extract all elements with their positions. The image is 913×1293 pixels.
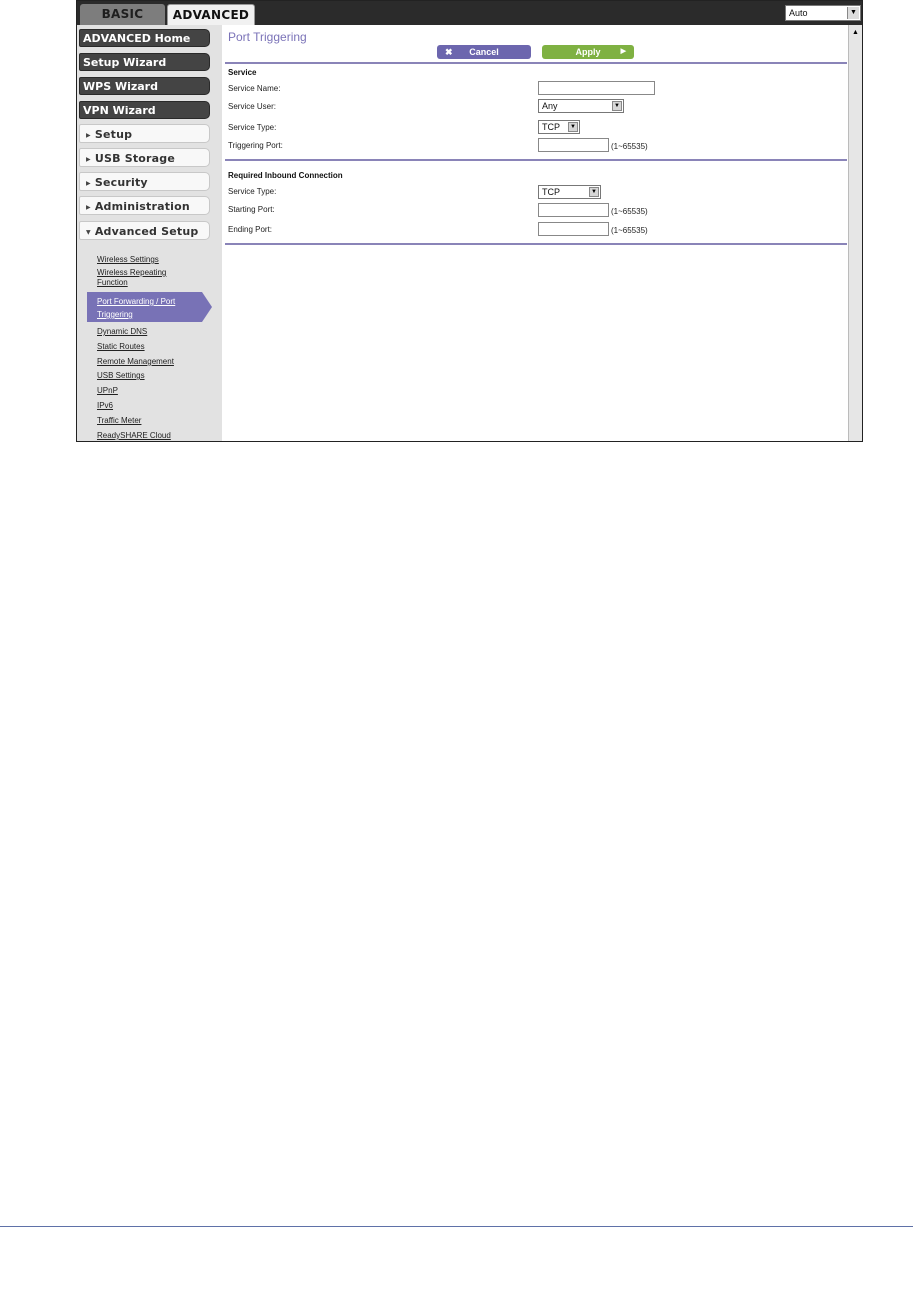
chevron-down-icon: ▼ — [847, 7, 859, 19]
scroll-up-icon[interactable]: ▲ — [852, 29, 859, 36]
service-type-label: Service Type: — [228, 123, 277, 132]
divider — [225, 62, 847, 64]
triangle-right-icon: ▶ — [86, 180, 91, 187]
sidebar-item-traffic-meter[interactable]: Traffic Meter — [97, 416, 142, 425]
service-user-select[interactable] — [538, 99, 624, 113]
starting-port-label: Starting Port: — [228, 205, 275, 214]
service-heading: Service — [228, 68, 257, 77]
divider — [225, 159, 847, 161]
sidebar-section-label: Setup — [94, 128, 133, 141]
apply-button[interactable] — [542, 45, 634, 59]
triangle-down-icon: ▼ — [86, 229, 91, 236]
active-item-label: Port Forwarding / Port Triggering — [97, 297, 176, 319]
router-admin-screenshot — [76, 0, 863, 442]
main-content — [223, 25, 848, 442]
sidebar-section-label: USB Storage — [94, 152, 176, 165]
vertical-scrollbar[interactable] — [848, 25, 862, 442]
sidebar-section-security[interactable] — [79, 172, 210, 191]
triggering-port-label: Triggering Port: — [228, 141, 283, 150]
sidebar-item-dynamic-dns[interactable]: Dynamic DNS — [97, 327, 148, 336]
triggering-port-range: (1~65535) — [611, 142, 648, 151]
sidebar-section-advanced-setup[interactable] — [79, 221, 210, 240]
sidebar-advanced-home[interactable]: ADVANCED Home — [79, 29, 210, 47]
cancel-button[interactable] — [437, 45, 531, 59]
triggering-port-input[interactable] — [538, 138, 609, 152]
sidebar-item-remote-management[interactable]: Remote Management — [97, 357, 174, 366]
ending-port-range: (1~65535) — [611, 226, 648, 235]
arrow-right-icon: ▶ — [620, 48, 626, 55]
language-select[interactable] — [785, 5, 861, 21]
starting-port-input[interactable] — [538, 203, 609, 217]
sidebar-setup-wizard[interactable]: Setup Wizard — [79, 53, 210, 71]
close-icon: ✖ — [445, 47, 453, 57]
sidebar-item-wireless-repeating-function[interactable]: Wireless Repeating Function — [97, 268, 167, 287]
service-name-input[interactable] — [538, 81, 655, 95]
sidebar-item-usb-settings[interactable]: USB Settings — [97, 371, 145, 380]
sidebar-section-label: Administration — [94, 200, 190, 213]
service-user-value: Any — [542, 101, 558, 111]
sidebar-item-upnp[interactable]: UPnP — [97, 386, 118, 395]
tab-advanced[interactable]: ADVANCED — [167, 4, 255, 25]
sidebar-item-readyshare-cloud[interactable]: ReadySHARE Cloud — [97, 431, 171, 440]
ending-port-label: Ending Port: — [228, 225, 273, 234]
service-type-value: TCP — [542, 122, 560, 132]
service-user-label: Service User: — [228, 102, 277, 111]
inbound-service-type-select[interactable] — [538, 185, 601, 199]
cancel-button-label: Cancel — [469, 47, 499, 57]
ending-port-input[interactable] — [538, 222, 609, 236]
sidebar-section-usb-storage[interactable] — [79, 148, 210, 167]
sidebar-item-static-routes[interactable]: Static Routes — [97, 342, 145, 351]
sidebar-item-wireless-settings[interactable]: Wireless Settings — [97, 255, 159, 264]
inbound-heading: Required Inbound Connection — [228, 171, 343, 180]
service-type-select[interactable] — [538, 120, 580, 134]
top-tab-bar — [77, 1, 862, 25]
sidebar-section-label: Advanced Setup — [94, 225, 199, 238]
tab-basic[interactable]: BASIC — [80, 4, 165, 25]
service-name-label: Service Name: — [228, 84, 281, 93]
sidebar-vpn-wizard[interactable]: VPN Wizard — [79, 101, 210, 119]
apply-button-label: Apply — [575, 47, 601, 57]
page-footer-rule — [0, 1226, 913, 1227]
sidebar-section-setup[interactable] — [79, 124, 210, 143]
sidebar-section-label: Security — [94, 176, 148, 189]
divider — [225, 243, 847, 245]
page-title: Port Triggering — [228, 30, 307, 44]
sidebar-section-administration[interactable] — [79, 196, 210, 215]
triangle-right-icon: ▶ — [86, 156, 91, 163]
inbound-service-type-value: TCP — [542, 187, 560, 197]
sidebar-item-port-forwarding-triggering[interactable] — [87, 292, 212, 322]
inbound-service-type-label: Service Type: — [228, 187, 277, 196]
sidebar — [77, 25, 222, 442]
language-select-value: Auto — [789, 8, 808, 18]
chevron-down-icon: ▼ — [589, 187, 599, 197]
sidebar-wps-wizard[interactable]: WPS Wizard — [79, 77, 210, 95]
starting-port-range: (1~65535) — [611, 207, 648, 216]
triangle-right-icon: ▶ — [86, 132, 91, 139]
chevron-down-icon: ▼ — [568, 122, 578, 132]
sidebar-item-ipv6[interactable]: IPv6 — [97, 401, 114, 410]
chevron-down-icon: ▼ — [612, 101, 622, 111]
triangle-right-icon: ▶ — [86, 204, 91, 211]
